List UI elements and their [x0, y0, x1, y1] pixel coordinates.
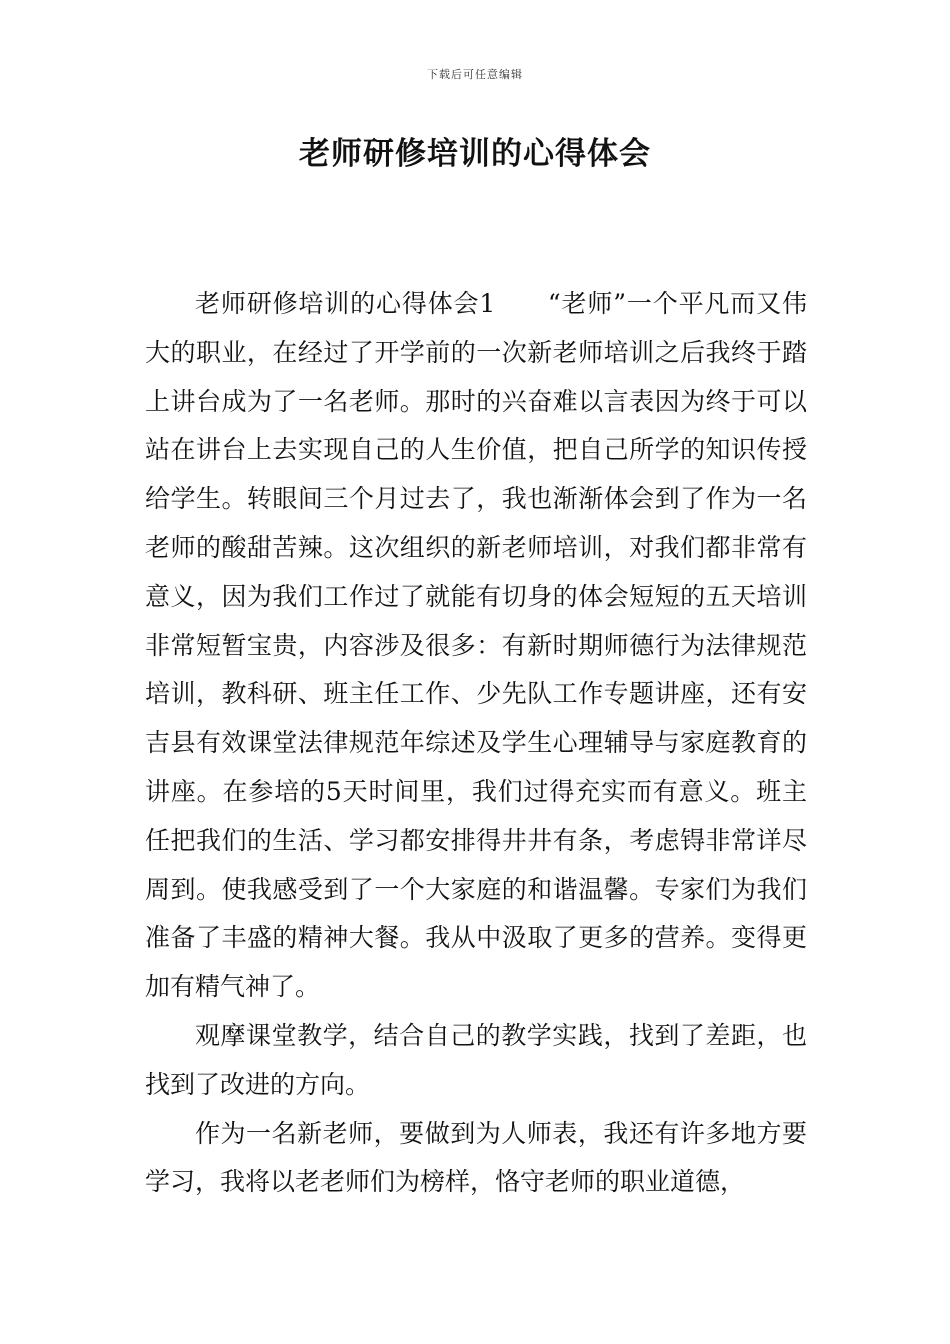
paragraph-1: 老师研修培训的心得体会1 “老师”一个平凡而又伟大的职业，在经过了开学前的一次新老师培训之后我终于踏上讲台成为了一名老师。那时的兴奋难以言表因为终于可以站在讲台上去实现自己的人生价值，把自己所学的知识传授给学生。转眼间三个月过去了，我也渐渐体会到了作为一名老师的酸甜苦辣。这次组织的新老师培训，对我们都非常有意义，因为我们工作过了就能有切身的体会短短的五天培训非常短暂宝贵，内容涉及很多：有新时期师德行为法律规范培训，教科研、班主任工作、少先队工作专题讲座，还有安吉县有效课堂法律规范年综述及学生心理辅导与家庭教育的讲座。在参培的5天时间里，我们过得充实而有意义。班主任把我们的生活、学习都安排得井井有条，考虑锝非常详尽周到。使我感受到了一个大家庭的和谐温馨。专家们为我们准备了丰盛的精神大餐。我从中汲取了更多的营养。变得更加有精气神了。 — [145, 289, 807, 1002]
paragraph-2: 观摩课堂教学，结合自己的教学实践，找到了差距，也找到了改进的方向。 — [145, 1020, 807, 1099]
paragraph-3: 作为一名新老师，要做到为人师表，我还有许多地方要学习，我将以老老师们为榜样，恪守老师的职业道德， — [145, 1118, 807, 1197]
document-body — [145, 280, 807, 1207]
document-title: 老师研修培训的心得体会 — [299, 136, 651, 172]
header-note: 下载后可任意编辑 — [427, 68, 523, 81]
